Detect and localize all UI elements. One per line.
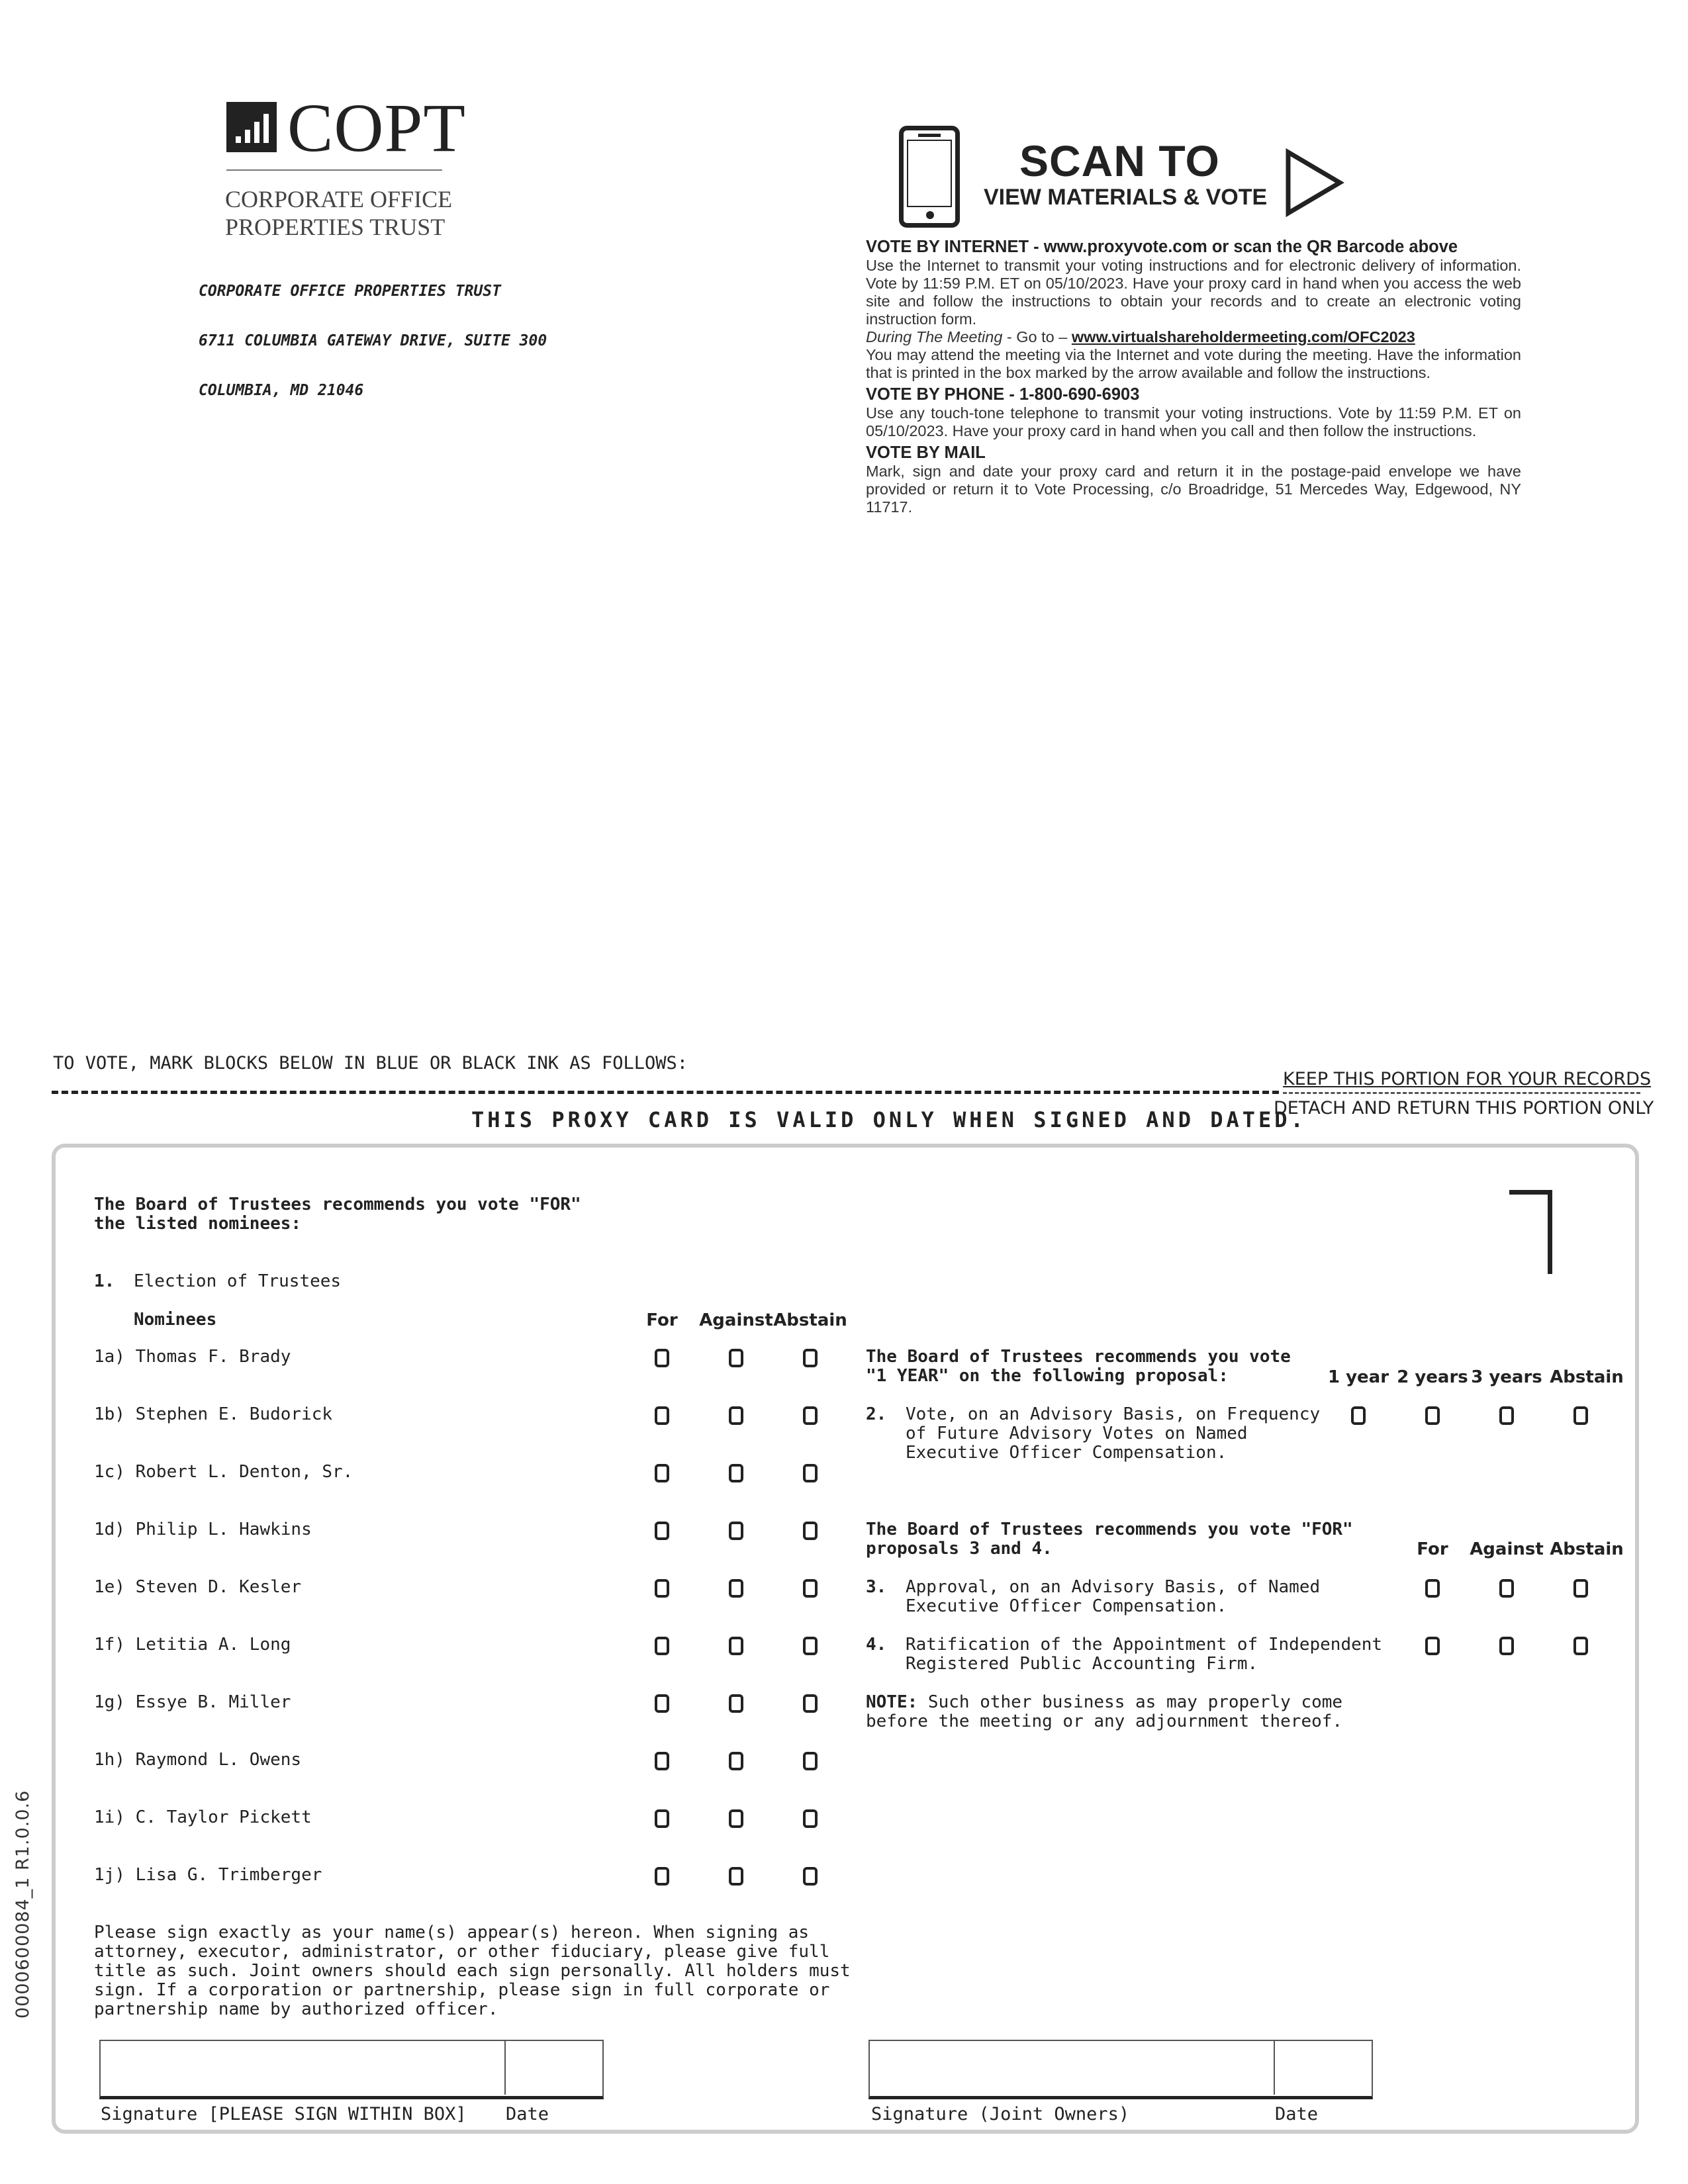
nominee-against-checkbox[interactable]: [729, 1349, 743, 1367]
nominee-for-checkbox[interactable]: [655, 1464, 669, 1482]
proposal-2-number: 2.: [866, 1404, 887, 1424]
col-header-2-years: 2 years: [1397, 1367, 1468, 1387]
internet-heading: VOTE BY INTERNET - www.proxyvote.com or scan the QR Barcode above: [866, 238, 1458, 256]
scan-title: SCAN TO: [1019, 136, 1220, 185]
mail-heading: VOTE BY MAIL: [866, 443, 986, 462]
proposal-4-text: Ratification of the Appointment of Independent Registered Public Accounting Firm.: [906, 1635, 1383, 1674]
col-header-freq-abstain: Abstain: [1550, 1367, 1624, 1387]
signature-label: Signature [PLEASE SIGN WITHIN BOX]: [101, 2104, 467, 2124]
nominee-abstain-checkbox[interactable]: [803, 1464, 818, 1482]
detach-line-right: [1283, 1092, 1640, 1094]
nominee-label: 1d) Philip L. Hawkins: [94, 1520, 312, 1539]
proposal-3-abstain-checkbox[interactable]: [1573, 1579, 1588, 1598]
nominee-against-checkbox[interactable]: [729, 1579, 743, 1598]
nominee-for-checkbox[interactable]: [655, 1522, 669, 1540]
col-header-against: Against: [699, 1310, 773, 1330]
control-code: 0000600084_1 R1.0.0.6: [13, 1790, 33, 2019]
nominee-for-checkbox[interactable]: [655, 1752, 669, 1770]
proposal-4-number: 4.: [866, 1635, 887, 1655]
nominee-abstain-checkbox[interactable]: [803, 1349, 818, 1367]
col-header-p3-for: For: [1417, 1539, 1448, 1559]
nominee-against-checkbox[interactable]: [729, 1464, 743, 1482]
nominee-for-checkbox[interactable]: [655, 1867, 669, 1886]
nominee-for-checkbox[interactable]: [655, 1637, 669, 1655]
nominee-against-checkbox[interactable]: [729, 1809, 743, 1828]
keep-portion-label: KEEP THIS PORTION FOR YOUR RECORDS: [1283, 1069, 1652, 1089]
proposal-4-for-checkbox[interactable]: [1425, 1637, 1440, 1655]
nominee-for-checkbox[interactable]: [655, 1406, 669, 1425]
joint-signature-label: Signature (Joint Owners): [871, 2104, 1130, 2124]
nominee-label: 1i) C. Taylor Pickett: [94, 1807, 312, 1827]
frequency-recommendation: The Board of Trustees recommends you vote "1 YEAR" on the following proposal:: [866, 1347, 1291, 1386]
proposal-3-against-checkbox[interactable]: [1499, 1579, 1514, 1598]
nominee-against-checkbox[interactable]: [729, 1406, 743, 1425]
validity-notice: THIS PROXY CARD IS VALID ONLY WHEN SIGNED AND DATED.: [471, 1107, 1307, 1132]
detach-portion-label: DETACH AND RETURN THIS PORTION ONLY: [1274, 1098, 1654, 1118]
frequency-1-year-checkbox[interactable]: [1351, 1406, 1366, 1425]
proposal-1-title: Election of Trustees: [134, 1271, 342, 1291]
phone-text: Use any touch-tone telephone to transmit your voting instructions. Vote by 11:59 P.M. ET on 05/10/2023. Have your proxy card in hand when you call and then follow the instructions.: [866, 404, 1521, 439]
frequency-abstain-checkbox[interactable]: [1573, 1406, 1588, 1425]
play-arrow-icon: [1284, 148, 1345, 217]
phone-heading: VOTE BY PHONE - 1-800-690-6903: [866, 385, 1140, 404]
nominee-abstain-checkbox[interactable]: [803, 1637, 818, 1655]
joint-date-divider: [1274, 2040, 1275, 2095]
nominee-abstain-checkbox[interactable]: [803, 1406, 818, 1425]
frequency-2-years-checkbox[interactable]: [1425, 1406, 1440, 1425]
mail-text: Mark, sign and date your proxy card and return it in the postage-paid envelope we have provided or return it to Vote Processing, c/o Broadridge, 51 Mercedes Way, Edgewood, NY 11717.: [866, 463, 1521, 516]
proposal-3-for-checkbox[interactable]: [1425, 1579, 1440, 1598]
nominee-against-checkbox[interactable]: [729, 1522, 743, 1540]
smartphone-icon: [899, 126, 960, 228]
nominee-label: 1e) Steven D. Kesler: [94, 1577, 302, 1597]
nominee-label: 1a) Thomas F. Brady: [94, 1347, 291, 1367]
proposal-4-against-checkbox[interactable]: [1499, 1637, 1514, 1655]
signing-instructions: Please sign exactly as your name(s) appear(s) hereon. When signing as attorney, executor, administrator, or other fiduciary, please give full title as such. Joint owners should each sign personally. All holders must sign. If a corporation or partnership, please sign in full corporate or partnership name by authorized officer.: [94, 1923, 851, 2019]
proposals-3-4-recommendation: The Board of Trustees recommends you vote "FOR" proposals 3 and 4.: [866, 1520, 1353, 1559]
nominee-abstain-checkbox[interactable]: [803, 1867, 818, 1886]
col-header-3-years: 3 years: [1471, 1367, 1542, 1387]
col-header-p3-against: Against: [1470, 1539, 1544, 1559]
mark-instruction: TO VOTE, MARK BLOCKS BELOW IN BLUE OR BLACK INK AS FOLLOWS:: [53, 1053, 688, 1073]
meeting-text: You may attend the meeting via the Internet and vote during the meeting. Have the information that is printed in the box marked by the arrow available and follow the instructions.: [866, 346, 1521, 381]
detach-line: [52, 1091, 1279, 1094]
proposal-2-text: Vote, on an Advisory Basis, on Frequency of Future Advisory Votes on Named Executive Officer Compensation.: [906, 1404, 1321, 1463]
meeting-line: During The Meeting - Go to – www.virtualshareholdermeeting.com/OFC2023: [866, 328, 1415, 345]
col-header-1-year: 1 year: [1327, 1367, 1389, 1387]
nominee-abstain-checkbox[interactable]: [803, 1522, 818, 1540]
logo-wordmark: COPT: [287, 90, 466, 166]
logo-subtitle: CORPORATE OFFICE PROPERTIES TRUST: [225, 186, 453, 240]
col-header-for: For: [646, 1310, 678, 1330]
internet-text: Use the Internet to transmit your voting instructions and for electronic delivery of information. Vote by 11:59 P.M. ET on 05/10/2023. Have your proxy card in hand when you access the web site and follow the instructions to obtain your records and to create an electronic voting instruction form.: [866, 257, 1521, 328]
signature-date-divider: [504, 2040, 506, 2095]
nominee-abstain-checkbox[interactable]: [803, 1809, 818, 1828]
signature-date-label: Date: [506, 2104, 549, 2124]
signature-box[interactable]: [99, 2040, 604, 2099]
nominee-abstain-checkbox[interactable]: [803, 1579, 818, 1598]
nominees-recommendation: The Board of Trustees recommends you vote "FOR" the listed nominees:: [94, 1195, 581, 1234]
nominee-label: 1g) Essye B. Miller: [94, 1692, 291, 1712]
nominee-against-checkbox[interactable]: [729, 1752, 743, 1770]
nominee-abstain-checkbox[interactable]: [803, 1694, 818, 1713]
col-header-abstain: Abstain: [773, 1310, 847, 1330]
proposal-4-abstain-checkbox[interactable]: [1573, 1637, 1588, 1655]
nominee-abstain-checkbox[interactable]: [803, 1752, 818, 1770]
nominees-header: Nominees: [134, 1310, 217, 1330]
logo-divider: [226, 169, 442, 171]
nominee-label: 1j) Lisa G. Trimberger: [94, 1865, 322, 1885]
nominee-for-checkbox[interactable]: [655, 1694, 669, 1713]
nominee-label: 1h) Raymond L. Owens: [94, 1750, 302, 1770]
note-text: NOTE: Such other business as may properly come before the meeting or any adjournment thereof.: [866, 1692, 1343, 1731]
proposal-3-number: 3.: [866, 1577, 887, 1597]
joint-signature-box[interactable]: [868, 2040, 1373, 2099]
nominee-for-checkbox[interactable]: [655, 1809, 669, 1828]
joint-date-label: Date: [1275, 2104, 1319, 2124]
nominee-label: 1b) Stephen E. Budorick: [94, 1404, 333, 1424]
copt-logo-mark: [226, 102, 277, 152]
proposal-1-number: 1.: [94, 1271, 115, 1291]
nominee-against-checkbox[interactable]: [729, 1637, 743, 1655]
frequency-3-years-checkbox[interactable]: [1499, 1406, 1514, 1425]
vote-by-internet: [866, 237, 1521, 516]
proposal-3-text: Approval, on an Advisory Basis, of Named Executive Officer Compensation.: [906, 1577, 1321, 1616]
company-address: CORPORATE OFFICE PROPERTIES TRUST 6711 COLUMBIA GATEWAY DRIVE, SUITE 300 COLUMBIA, MD 21046: [199, 283, 547, 399]
meeting-link[interactable]: www.virtualshareholdermeeting.com/OFC2023: [1071, 328, 1415, 345]
nominee-label: 1c) Robert L. Denton, Sr.: [94, 1462, 353, 1482]
col-header-p3-abstain: Abstain: [1550, 1539, 1624, 1559]
nominee-for-checkbox[interactable]: [655, 1349, 669, 1367]
nominee-label: 1f) Letitia A. Long: [94, 1635, 291, 1655]
nominee-against-checkbox[interactable]: [729, 1694, 743, 1713]
nominee-for-checkbox[interactable]: [655, 1579, 669, 1598]
nominee-against-checkbox[interactable]: [729, 1867, 743, 1886]
corner-marker: [1509, 1190, 1552, 1274]
scan-subtitle: VIEW MATERIALS & VOTE: [984, 185, 1268, 210]
